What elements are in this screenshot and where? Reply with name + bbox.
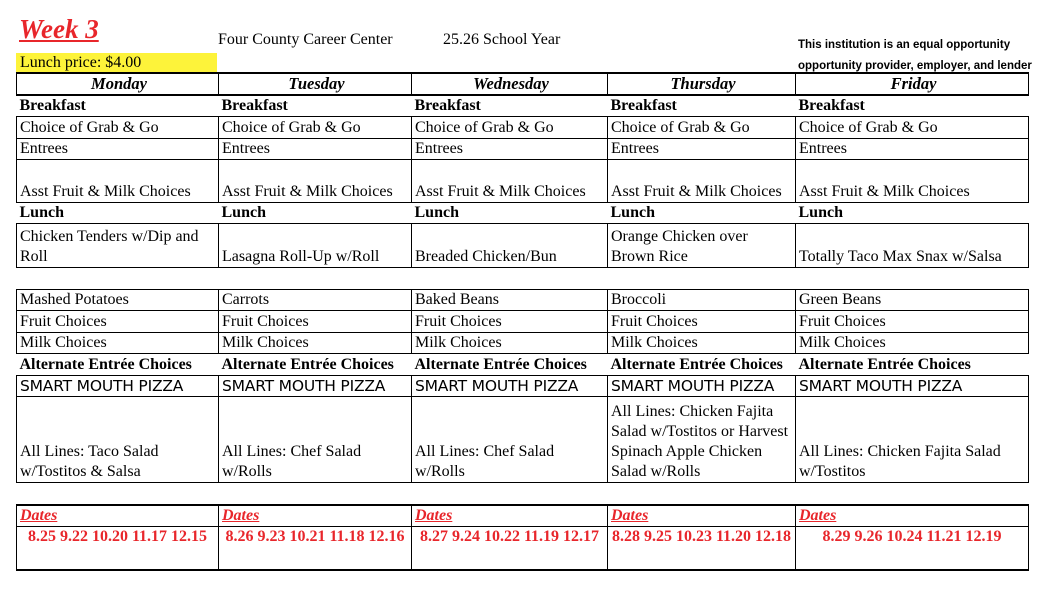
breakfast-label-monday: Breakfast <box>17 95 219 117</box>
spacer-row-wednesday <box>412 268 608 290</box>
dates-values-wednesday: 8.27 9.24 10.22 11.19 12.17 <box>412 526 608 570</box>
breakfast-fruit-milk-monday: Asst Fruit & Milk Choices <box>17 160 219 203</box>
day-header-tuesday: Tuesday <box>219 73 412 95</box>
menu-row-breakfast-label <box>17 95 1029 117</box>
dates-label-wednesday: Dates <box>412 505 608 527</box>
spacer-row-2-monday <box>17 483 219 505</box>
breakfast-fruit-milk-thursday: Asst Fruit & Milk Choices <box>608 160 796 203</box>
menu-row-spacer-row-2 <box>17 483 1029 505</box>
menu-row-side-dish <box>17 290 1029 311</box>
alternate-label-monday: Alternate Entrée Choices <box>17 354 219 376</box>
dates-label-monday: Dates <box>17 505 219 527</box>
alternate-label-wednesday: Alternate Entrée Choices <box>412 354 608 376</box>
spacer-row-2-friday <box>796 483 1029 505</box>
all-lines-salad-monday: All Lines: Taco Salad w/Tostitos & Salsa <box>17 397 219 483</box>
breakfast-label-thursday: Breakfast <box>608 95 796 117</box>
lunch-entree-wednesday: Breaded Chicken/Bun <box>412 224 608 268</box>
menu-row-breakfast-fruit-milk <box>17 160 1029 203</box>
breakfast-label-friday: Breakfast <box>796 95 1029 117</box>
breakfast-entree-line2-monday: Entrees <box>17 139 219 160</box>
menu-row-alternate-label <box>17 354 1029 376</box>
milk-choices-wednesday: Milk Choices <box>412 333 608 354</box>
menu-row-all-lines-salad <box>17 397 1029 483</box>
school-year: 25.26 School Year <box>443 31 561 48</box>
fruit-choices-thursday: Fruit Choices <box>608 311 796 333</box>
breakfast-entree-monday: Choice of Grab & Go <box>17 117 219 139</box>
dates-label-thursday: Dates <box>608 505 796 527</box>
all-lines-salad-thursday: All Lines: Chicken Fajita Salad w/Tostitos or Harvest Spinach Apple Chicken Salad w/Rolls <box>608 397 796 483</box>
day-header-thursday: Thursday <box>608 73 796 95</box>
alternate-label-thursday: Alternate Entrée Choices <box>608 354 796 376</box>
menu-row-breakfast-entree <box>17 117 1029 139</box>
fruit-choices-friday: Fruit Choices <box>796 311 1029 333</box>
lunch-entree-tuesday: Lasagna Roll-Up w/Roll <box>219 224 412 268</box>
spacer-row-monday <box>17 268 219 290</box>
fruit-choices-wednesday: Fruit Choices <box>412 311 608 333</box>
dates-values-friday: 8.29 9.26 10.24 11.21 12.19 <box>796 526 1029 570</box>
lunch-price: Lunch price: $4.00 <box>16 53 217 72</box>
spacer-row-friday <box>796 268 1029 290</box>
pizza-option-monday: SMART MOUTH PIZZA <box>17 376 219 397</box>
side-dish-wednesday: Baked Beans <box>412 290 608 311</box>
pizza-option-wednesday: SMART MOUTH PIZZA <box>412 376 608 397</box>
menu-row-fruit-choices <box>17 311 1029 333</box>
lunch-label-thursday: Lunch <box>608 203 796 224</box>
lunch-label-tuesday: Lunch <box>219 203 412 224</box>
breakfast-entree-wednesday: Choice of Grab & Go <box>412 117 608 139</box>
milk-choices-tuesday: Milk Choices <box>219 333 412 354</box>
day-header-monday: Monday <box>17 73 219 95</box>
side-dish-friday: Green Beans <box>796 290 1029 311</box>
menu-row-milk-choices <box>17 333 1029 354</box>
breakfast-fruit-milk-friday: Asst Fruit & Milk Choices <box>796 160 1029 203</box>
dates-values-thursday: 8.28 9.25 10.23 11.20 12.18 <box>608 526 796 570</box>
menu-row-day-header <box>17 73 1029 95</box>
breakfast-entree-line2-thursday: Entrees <box>608 139 796 160</box>
breakfast-fruit-milk-tuesday: Asst Fruit & Milk Choices <box>219 160 412 203</box>
pizza-option-friday: SMART MOUTH PIZZA <box>796 376 1029 397</box>
milk-choices-thursday: Milk Choices <box>608 333 796 354</box>
spacer-row-2-wednesday <box>412 483 608 505</box>
spacer-row-thursday <box>608 268 796 290</box>
school-name: Four County Career Center <box>218 31 393 48</box>
spacer-row-2-tuesday <box>219 483 412 505</box>
side-dish-tuesday: Carrots <box>219 290 412 311</box>
notice-line-1: This institution is an equal opportunity <box>798 39 1011 51</box>
breakfast-entree-friday: Choice of Grab & Go <box>796 117 1029 139</box>
all-lines-salad-tuesday: All Lines: Chef Salad w/Rolls <box>219 397 412 483</box>
breakfast-label-tuesday: Breakfast <box>219 95 412 117</box>
notice-line-2: opportunity provider, employer, and lender <box>798 60 1032 72</box>
side-dish-thursday: Broccoli <box>608 290 796 311</box>
menu-row-dates-values <box>17 526 1029 570</box>
fruit-choices-tuesday: Fruit Choices <box>219 311 412 333</box>
spacer-row-2-thursday <box>608 483 796 505</box>
lunch-label-monday: Lunch <box>17 203 219 224</box>
lunch-entree-thursday: Orange Chicken over Brown Rice <box>608 224 796 268</box>
pizza-option-thursday: SMART MOUTH PIZZA <box>608 376 796 397</box>
lunch-entree-friday: Totally Taco Max Snax w/Salsa <box>796 224 1029 268</box>
menu-row-lunch-entree <box>17 224 1029 268</box>
menu-table <box>16 72 1029 571</box>
equal-opportunity-notice <box>798 35 1038 77</box>
lunch-label-wednesday: Lunch <box>412 203 608 224</box>
milk-choices-friday: Milk Choices <box>796 333 1029 354</box>
menu-row-lunch-label <box>17 203 1029 224</box>
menu-row-breakfast-entree-line2 <box>17 139 1029 160</box>
day-header-friday: Friday <box>796 73 1029 95</box>
pizza-option-tuesday: SMART MOUTH PIZZA <box>219 376 412 397</box>
spacer-row-tuesday <box>219 268 412 290</box>
milk-choices-monday: Milk Choices <box>17 333 219 354</box>
breakfast-entree-line2-wednesday: Entrees <box>412 139 608 160</box>
breakfast-entree-thursday: Choice of Grab & Go <box>608 117 796 139</box>
all-lines-salad-friday: All Lines: Chicken Fajita Salad w/Tostitos <box>796 397 1029 483</box>
menu-row-spacer-row <box>17 268 1029 290</box>
lunch-entree-monday: Chicken Tenders w/Dip and Roll <box>17 224 219 268</box>
alternate-label-friday: Alternate Entrée Choices <box>796 354 1029 376</box>
menu-row-pizza-option <box>17 376 1029 397</box>
fruit-choices-monday: Fruit Choices <box>17 311 219 333</box>
all-lines-salad-wednesday: All Lines: Chef Salad w/Rolls <box>412 397 608 483</box>
lunch-label-friday: Lunch <box>796 203 1029 224</box>
week-title: Week 3 <box>19 14 99 44</box>
breakfast-entree-line2-friday: Entrees <box>796 139 1029 160</box>
dates-label-friday: Dates <box>796 505 1029 527</box>
day-header-wednesday: Wednesday <box>412 73 608 95</box>
dates-values-monday: 8.25 9.22 10.20 11.17 12.15 <box>17 526 219 570</box>
menu-row-dates-label <box>17 505 1029 527</box>
dates-label-tuesday: Dates <box>219 505 412 527</box>
dates-values-tuesday: 8.26 9.23 10.21 11.18 12.16 <box>219 526 412 570</box>
breakfast-entree-line2-tuesday: Entrees <box>219 139 412 160</box>
breakfast-label-wednesday: Breakfast <box>412 95 608 117</box>
side-dish-monday: Mashed Potatoes <box>17 290 219 311</box>
breakfast-entree-tuesday: Choice of Grab & Go <box>219 117 412 139</box>
alternate-label-tuesday: Alternate Entrée Choices <box>219 354 412 376</box>
breakfast-fruit-milk-wednesday: Asst Fruit & Milk Choices <box>412 160 608 203</box>
